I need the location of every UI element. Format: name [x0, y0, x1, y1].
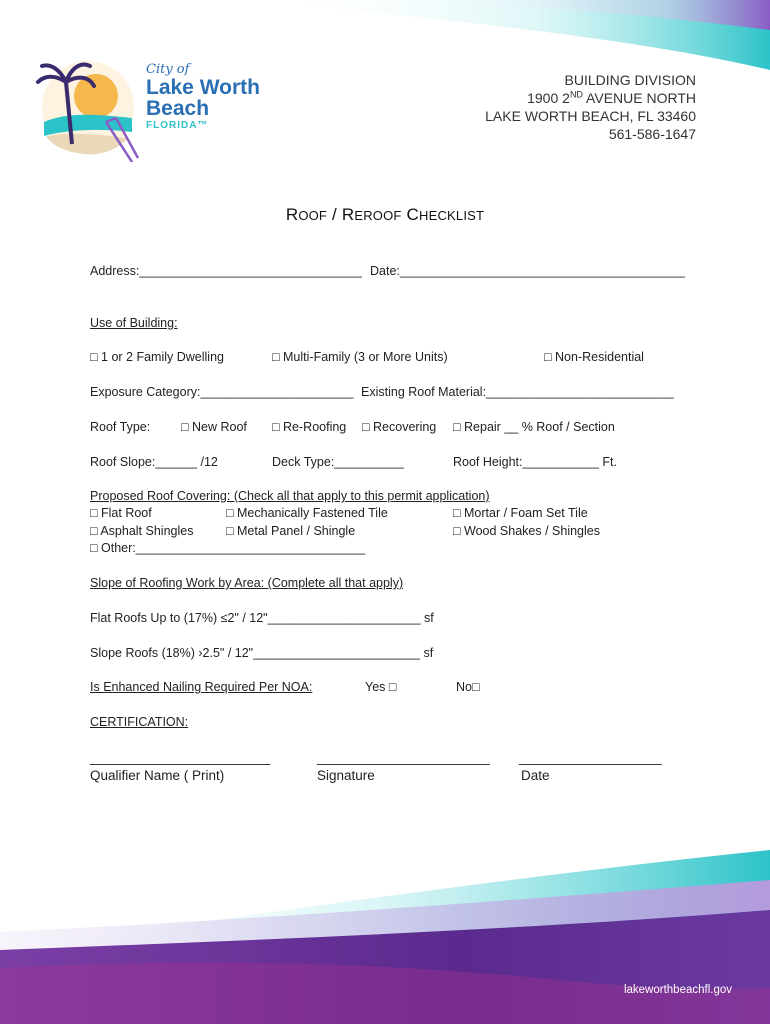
- certification-heading: CERTIFICATION:: [90, 715, 189, 729]
- proposed-covering-heading: Proposed Roof Covering: (Check all that apply to this permit application): [90, 489, 490, 503]
- title-reroof-rest: EROOF: [354, 208, 402, 223]
- nailing-no-checkbox[interactable]: No□: [456, 680, 480, 694]
- page-title: [0, 205, 770, 225]
- division-street: [485, 89, 696, 107]
- title-checklist-rest: HECKLIST: [419, 208, 485, 223]
- street-ordinal: ND: [569, 89, 583, 100]
- city-logo: [36, 52, 266, 162]
- title-checklist-cap: C: [406, 205, 419, 224]
- roof-height-field[interactable]: Roof Height:___________ Ft.: [453, 455, 618, 469]
- title-reroof-cap: R: [341, 205, 355, 224]
- enhanced-nailing-question: Is Enhanced Nailing Required Per NOA:: [90, 680, 313, 694]
- exposure-category-field[interactable]: Exposure Category:______________________: [90, 385, 354, 399]
- logo-lake-worth: Lake Worth: [146, 76, 260, 99]
- street-number: 1900 2: [527, 90, 570, 106]
- covering-flat-roof-checkbox[interactable]: □ Flat Roof: [90, 506, 152, 520]
- logo-florida: FLORIDA™: [146, 120, 209, 131]
- signature-label: Signature: [317, 768, 375, 783]
- title-roof-rest: OOF: [298, 208, 328, 223]
- covering-other-field[interactable]: □ Other:_________________________________: [90, 541, 366, 555]
- signature-line[interactable]: _______________________: [317, 750, 490, 765]
- division-city: LAKE WORTH BEACH, FL 33460: [485, 108, 696, 124]
- qualifier-name-label: Qualifier Name ( Print): [90, 768, 225, 783]
- roof-slope-field[interactable]: Roof Slope:______ /12: [90, 455, 218, 469]
- covering-mech-tile-checkbox[interactable]: □ Mechanically Fastened Tile: [226, 506, 388, 520]
- address-field[interactable]: Address:________________________________: [90, 264, 362, 278]
- roof-type-label: Roof Type:: [90, 420, 151, 434]
- nailing-yes-checkbox[interactable]: Yes □: [365, 680, 397, 694]
- use-1-2-family-checkbox[interactable]: □ 1 or 2 Family Dwelling: [90, 350, 224, 364]
- slope-roofs-sf-field[interactable]: Slope Roofs (18%) ›2.5" / 12"________________________ sf: [90, 646, 434, 660]
- roof-type-repair-checkbox[interactable]: □ Repair __ % Roof / Section: [453, 420, 615, 434]
- roof-type-new-checkbox[interactable]: □ New Roof: [181, 420, 247, 434]
- use-of-building-heading: Use of Building:: [90, 316, 178, 330]
- roof-type-reroofing-checkbox[interactable]: □ Re-Roofing: [272, 420, 347, 434]
- bottom-wave-banner: [0, 840, 770, 1024]
- division-address-block: [485, 71, 696, 143]
- title-separator: /: [327, 205, 342, 224]
- covering-mortar-tile-checkbox[interactable]: □ Mortar / Foam Set Tile: [453, 506, 588, 520]
- existing-roof-material-field[interactable]: Existing Roof Material:___________________________: [361, 385, 674, 399]
- qualifier-signature-line[interactable]: ________________________: [90, 750, 271, 765]
- flat-roofs-sf-field[interactable]: Flat Roofs Up to (17%) ≤2" / 12"______________________ sf: [90, 611, 434, 625]
- date-field[interactable]: Date:_________________________________________: [370, 264, 685, 278]
- roof-type-recovering-checkbox[interactable]: □ Recovering: [362, 420, 437, 434]
- date-signature-line[interactable]: ___________________: [519, 750, 662, 765]
- deck-type-field[interactable]: Deck Type:__________: [272, 455, 404, 469]
- date-label: Date: [521, 768, 550, 783]
- covering-wood-checkbox[interactable]: □ Wood Shakes / Shingles: [453, 524, 600, 538]
- covering-asphalt-checkbox[interactable]: □ Asphalt Shingles: [90, 524, 194, 538]
- title-roof-cap: R: [285, 205, 299, 224]
- logo-city-of: City of: [146, 62, 190, 77]
- covering-metal-checkbox[interactable]: □ Metal Panel / Shingle: [226, 524, 356, 538]
- use-non-residential-checkbox[interactable]: □ Non-Residential: [544, 350, 644, 364]
- division-name: BUILDING DIVISION: [564, 72, 696, 88]
- street-name: AVENUE NORTH: [582, 90, 696, 106]
- use-multi-family-checkbox[interactable]: □ Multi-Family (3 or More Units): [272, 350, 448, 364]
- footer-website-link[interactable]: lakeworthbeachfl.gov: [623, 984, 732, 996]
- logo-beach: Beach: [146, 97, 210, 120]
- division-phone: 561-586-1647: [608, 126, 696, 142]
- slope-area-heading: Slope of Roofing Work by Area: (Complete all that apply): [90, 576, 404, 590]
